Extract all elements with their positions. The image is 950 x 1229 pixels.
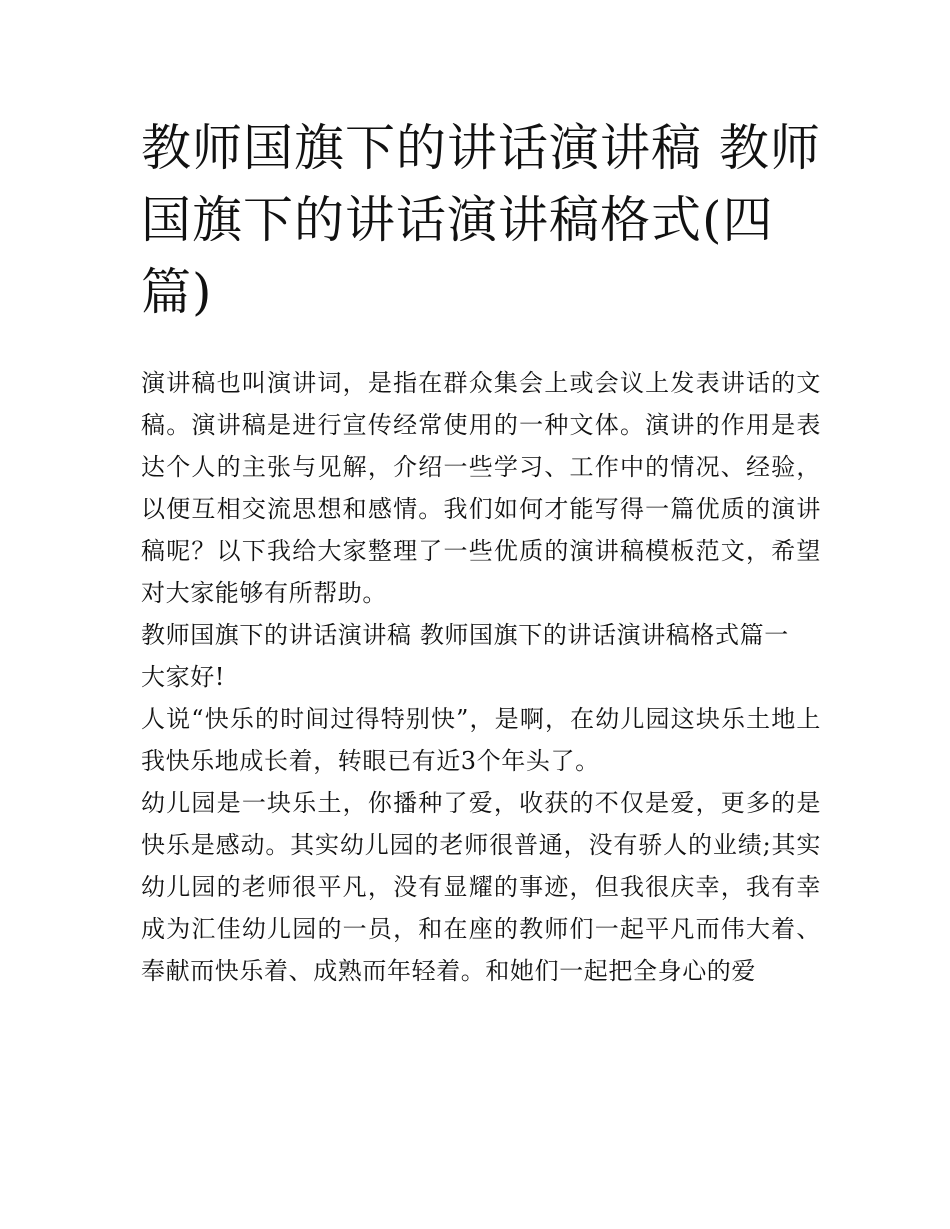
- document-body: [141, 362, 821, 992]
- paragraph-section-heading: 教师国旗下的讲话演讲稿 教师国旗下的讲话演讲稿格式篇一: [141, 621, 789, 649]
- paragraph-greeting: 大家好!: [141, 663, 226, 691]
- paragraph-intro: 演讲稿也叫演讲词，是指在群众集会上或会议上发表讲话的文稿。演讲稿是进行宣传经常使用的一种文体。演讲的作用是表达个人的主张与见解，介绍一些学习、工作中的情况、经验，以便互相交流思想和感情。我们如何才能写得一篇优质的演讲稿呢？以下我给大家整理了一些优质的演讲稿模板范文，希望对大家能够有所帮助。: [141, 369, 821, 607]
- document-title: 教师国旗下的讲话演讲稿 教师国旗下的讲话演讲稿格式(四篇): [141, 119, 821, 321]
- paragraph-happy-time: 人说“快乐的时间过得特别快”，是啊，在幼儿园这块乐土地上我快乐地成长着，转眼已有近3个年头了。: [141, 705, 821, 775]
- paragraph-kindergarten: 幼儿园是一块乐土，你播种了爱，收获的不仅是爱，更多的是快乐是感动。其实幼儿园的老师很普通，没有骄人的业绩;其实幼儿园的老师很平凡，没有显耀的事迹，但我很庆幸，我有幸成为汇佳幼儿园的一员，和在座的教师们一起平凡而伟大着、奉献而快乐着、成熟而年轻着。和她们一起把全身心的爱: [141, 789, 821, 985]
